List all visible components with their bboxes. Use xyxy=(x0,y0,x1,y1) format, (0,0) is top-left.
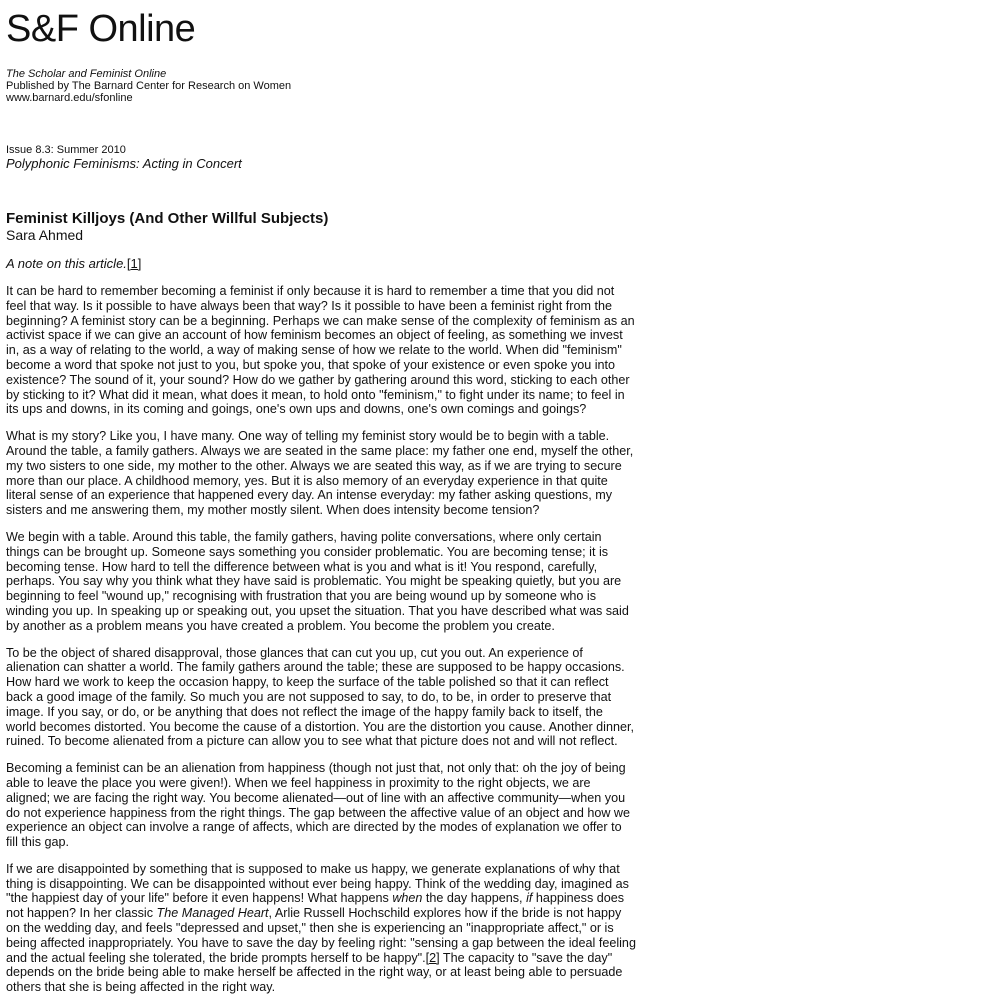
site-title: S&F Online xyxy=(6,8,196,50)
paragraph-6-text-c: happiness does not happen? In her classic xyxy=(6,891,625,921)
book-title: The Managed Heart xyxy=(156,906,269,921)
paragraph-2: What is my story? Like you, I have many. One way of telling my feminist story would be to begin with a table. Around the table, a family gathers. Always we are seated in the same place: my father one end, myself the other, my two sisters to one side, my mother to the other. Always we are seated this way, as if we are trying to secure more than our place. A childhood memory, yes. But it is also memory of an everyday experience in that quite literal sense of an experience that happened every day. An intense everyday: my father asking questions, my sisters and me answering them, my mother mostly silent. When does intensity become tension? xyxy=(6,429,634,518)
paragraph-1: It can be hard to remember becoming a feminist if only because it is hard to remember a time that you did not feel that way. Is it possible to have always been that way? Is it possible to have been a feminist right from the beginning? A feminist story can be a beginning. Perhaps we can make sense of the complexity of feminism as an activist space if we can give an account of how feminism becomes an object of feeling, as something we invest in, as a way of relating to the world, a way of making sense of how we relate to the world. When did "feminism" become a word that spoke not just to you, but spoke you, that spoke of your existence or even spoke you into existence? The sound of it, your sound? How do we gather by gathering around this word, sticking to each other by sticking to it? What did it mean, what does it mean, to hold onto "feminism," to fight under its name; to feel in its ups and downs, in its coming and goings, one's own ups and downs, one's own comings and goings? xyxy=(6,284,635,417)
issue-info xyxy=(6,144,636,172)
issue-theme: Polyphonic Feminisms: Acting in Concert xyxy=(6,156,242,171)
footnote-link-1[interactable]: [1] xyxy=(126,256,142,271)
paragraph-6 xyxy=(6,862,636,995)
paragraph-6-emphasis-when: when xyxy=(392,891,423,906)
paragraph-6-text-e: The capacity to "save the day" depends on the bride being able to make herself be affected in the right way, or at least being able to persuade others that she is being affected in the right way. xyxy=(6,950,623,995)
article-title: Feminist Killjoys (And Other Willful Subjects) xyxy=(6,210,329,227)
journal-name: The Scholar and Feminist Online xyxy=(6,68,167,80)
paragraph-6-emphasis-if: if xyxy=(526,891,533,906)
note-text: A note on this article. xyxy=(6,256,127,271)
paragraph-6-text-d: , Arlie Russell Hochschild explores how if the bride is not happy on the wedding day, and feels "depressed and upset," then she is experiencing an "inappropriate affect," or is being affected inappropriately. You have to save the day by feeling right: "sensing a gap between the ideal feeling and the actual feeling she tolerated, the bride prompts herself to be happy". xyxy=(6,906,636,965)
publisher-line: Published by The Barnard Center for Research on Women xyxy=(6,80,292,92)
paragraph-5: Becoming a feminist can be an alienation from happiness (though not just that, not only that: oh the joy of being able to leave the place you were given!). When we feel happiness in proximity to the right objects, we are aligned; we are facing the right way. You become alienated—out of line with an affective community—when you do not experience happiness from the right things. The gap between the affective value of an object and how we experience an object can involve a range of affects, which are directed by the modes of explanation we offer to fill this gap. xyxy=(6,761,631,850)
masthead xyxy=(6,68,636,104)
paragraph-3: We begin with a table. Around this table, the family gathers, having polite conversations, where only certain things can be brought up. Someone says something you consider problematic. You are becoming tense; it is becoming tense. How hard to tell the difference between what is you and what is it! You respond, carefully, perhaps. You say why you think what they have said is problematic. You might be speaking quietly, but you are beginning to feel "wound up," recognising with frustration that you are being wound up by someone who is winding you up. In speaking up or speaking out, you upset the situation. That you have described what was said by another as a problem means you have created a problem. You become the problem you create. xyxy=(6,529,629,633)
paragraph-4: To be the object of shared disapproval, those glances that can cut you up, cut you out. An experience of alienation can shatter a world. The family gathers around the table; these are supposed to be happy occasions. How hard we work to keep the occasion happy, to keep the surface of the table polished so that it can reflect back a good image of the family. So much you are not supposed to say, to do, to be, in order to preserve that image. If you say, or do, or be anything that does not reflect the image of the happy family back to itself, the world becomes distorted. You become the cause of a distortion. You are the distortion you cause. Another dinner, ruined. To become alienated from a picture can allow you to see what that picture does not and will not reflect. xyxy=(6,645,634,749)
footnote-link-2[interactable]: [2] xyxy=(425,950,440,965)
paragraph-6-text-a: If we are disappointed by something that is supposed to make us happy, we generate explanations of why that thing is disappointing. We can be disappointed without ever being happy. Think of the wedding day, imagined as "the happiest day of your life" before it even happens! What happens xyxy=(6,861,629,906)
article-author: Sara Ahmed xyxy=(6,227,84,243)
site-url: www.barnard.edu/sfonline xyxy=(6,92,133,104)
paragraph-6-text-b: the day happens, xyxy=(422,891,527,906)
issue-number: Issue 8.3: Summer 2010 xyxy=(6,144,126,156)
article-note xyxy=(6,256,636,272)
